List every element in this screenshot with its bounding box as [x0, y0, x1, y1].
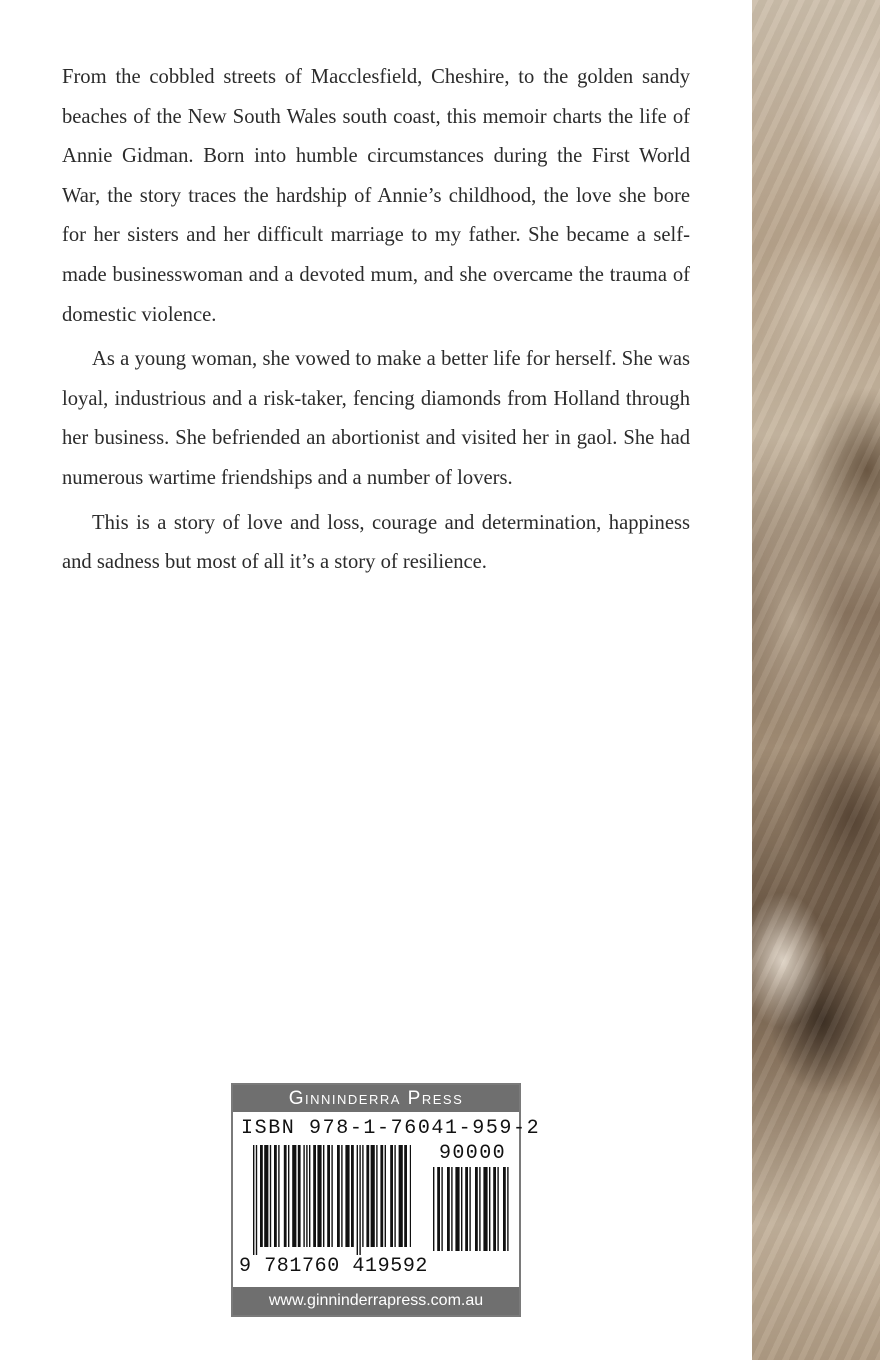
price-addon-barcode [433, 1167, 509, 1259]
barcode-bar [264, 1145, 268, 1247]
barcode-bar [441, 1167, 442, 1251]
barcode-bar [447, 1167, 450, 1251]
barcode-bar [292, 1145, 296, 1247]
barcode-bar [433, 1167, 434, 1251]
blurb-paragraph-1: From the cobbled streets of Macclesfield, Cheshire, to the golden sandy beaches of the New South Wales south coast, this memoir charts the life of Annie Gidman. Born into humble circumstances during the First World War, the story traces the hardship of Annie’s childhood, the love she bore for her sisters and her difficult marriage to my father. She became a self-made businesswoman and a devoted mum, and she overcame the trauma of domestic violence. [62, 66, 690, 326]
barcode-bar [337, 1145, 340, 1247]
blurb-paragraph-2: As a young woman, she vowed to make a better life for herself. She was loyal, industrious and a risk-taker, fencing diamonds from Holland through her business. She befriended an abortionist and visited her in gaol. She had numerous wartime friendships and a number of lovers. [62, 348, 690, 489]
barcode-bar [376, 1145, 377, 1247]
barcode-bar [394, 1145, 395, 1247]
barcode-bar [278, 1145, 279, 1247]
barcode-bar [497, 1167, 498, 1251]
barcode-bar [437, 1167, 440, 1251]
barcode-bar [461, 1167, 462, 1251]
barcode-bar [475, 1167, 478, 1251]
cover-blurb [62, 58, 690, 583]
barcode-bar [469, 1167, 470, 1251]
barcode-bar [284, 1145, 287, 1247]
barcode-bar [507, 1167, 508, 1251]
barcode-bar [306, 1145, 307, 1247]
cover-photo-strip [752, 0, 880, 1360]
barcode-bar [327, 1145, 330, 1247]
barcode-bar [451, 1167, 452, 1251]
barcode-bar [399, 1145, 403, 1247]
barcode-bar [323, 1145, 324, 1247]
barcode-bar [270, 1145, 271, 1247]
barcode-bar [410, 1145, 411, 1247]
barcode-bar [288, 1145, 289, 1247]
barcode-bar [341, 1145, 342, 1247]
barcode-bar [303, 1145, 304, 1247]
barcode-bar [309, 1145, 310, 1247]
barcode-bar [357, 1145, 358, 1255]
isbn-barcode-block [231, 1083, 541, 1317]
barcode-bar [366, 1145, 369, 1247]
price-code: 90000 [439, 1142, 507, 1165]
publisher-name: Ginninderra Press [233, 1085, 519, 1112]
barcode-bar [256, 1145, 257, 1255]
barcode-bar [260, 1145, 263, 1247]
barcode-bar [359, 1145, 360, 1255]
barcode-bar [465, 1167, 468, 1251]
barcode-bar [313, 1145, 316, 1247]
barcode-bar [298, 1145, 301, 1247]
barcode-bar [385, 1145, 386, 1247]
ean-barcode [253, 1145, 411, 1255]
barcode-bar [483, 1167, 487, 1251]
barcode-bar [479, 1167, 480, 1251]
barcode-bar [503, 1167, 506, 1251]
barcode-bar [331, 1145, 332, 1247]
publisher-url: www.ginninderrapress.com.au [233, 1287, 519, 1315]
barcode-bar [455, 1167, 459, 1251]
barcode-bar [493, 1167, 496, 1251]
barcode-bar [489, 1167, 490, 1251]
blurb-paragraph-3: This is a story of love and loss, courage and determination, happiness and sadness but most of all it’s a story of resilience. [62, 511, 690, 574]
barcode-bar [253, 1145, 254, 1255]
barcode-bar [351, 1145, 354, 1247]
barcode-digits: 9 781760 419592 [239, 1255, 429, 1278]
barcode-bar [345, 1145, 349, 1247]
barcode-bar [404, 1145, 407, 1247]
barcode-bar [390, 1145, 393, 1247]
barcode-bar [362, 1145, 363, 1247]
isbn-number: ISBN 978-1-76041-959-2 [241, 1117, 541, 1140]
barcode-bar [380, 1145, 383, 1247]
barcode-bar [371, 1145, 375, 1247]
barcode-bar [317, 1145, 321, 1247]
barcode-bar [274, 1145, 277, 1247]
